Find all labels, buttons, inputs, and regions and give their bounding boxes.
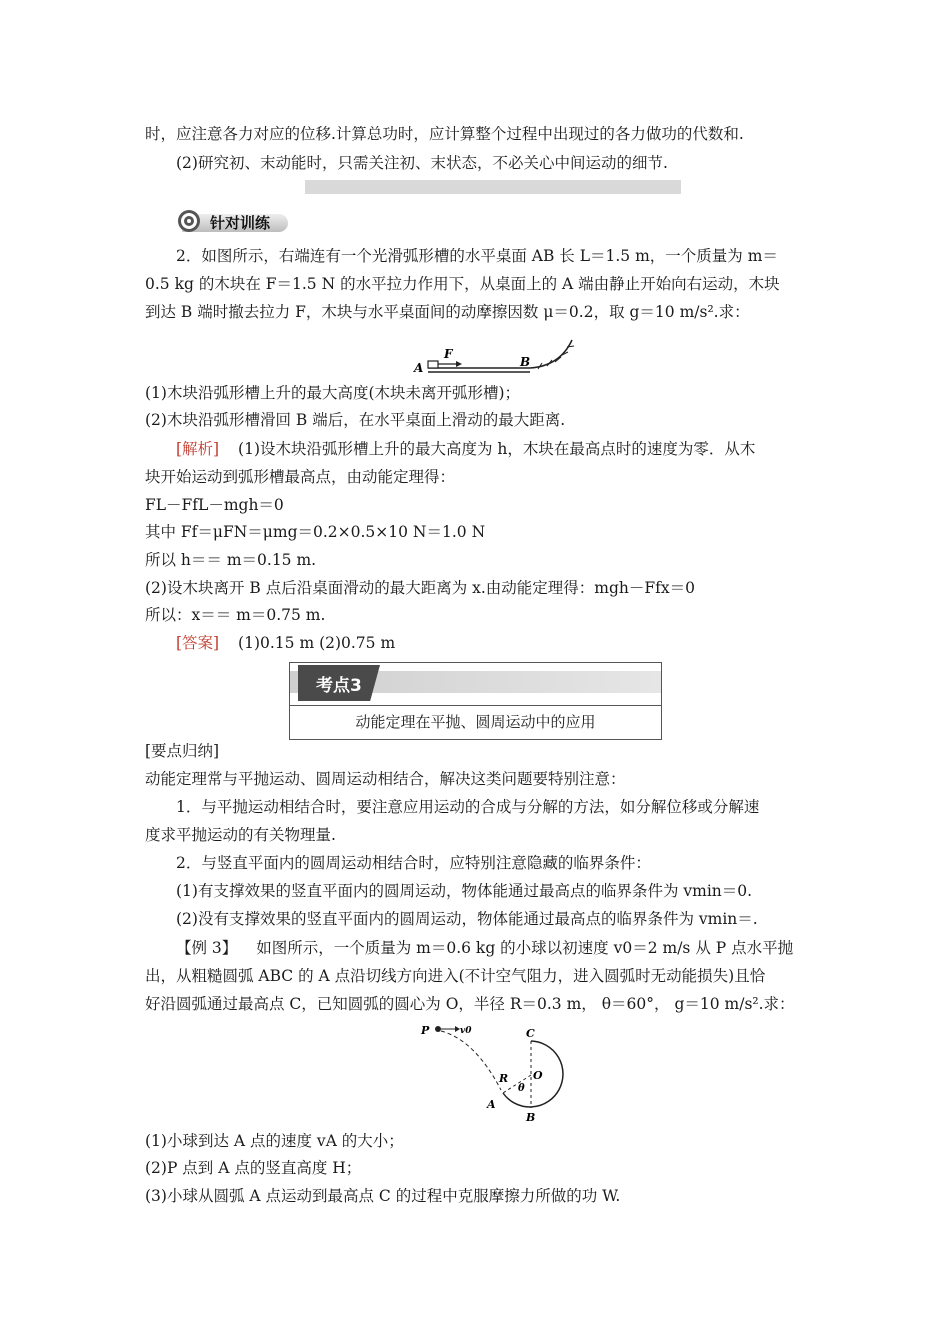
text-line: 2．与竖直平面内的圆周运动相结合时，应特别注意隐藏的临界条件： <box>176 854 651 872</box>
equation-line: 其中 Ff＝μFN＝μmg＝0.2×0.5×10 N＝1.0 N <box>145 523 486 541</box>
label-R: R <box>499 1072 509 1085</box>
text-line: (2)研究初、末动能时，只需关注初、末状态，不必关心中间运动的细节. <box>176 154 668 172</box>
equation-line: (2)设木块离开 B 点后沿桌面滑动的最大距离为 x.由动能定理得：mgh－Ffx＝0 <box>145 579 695 597</box>
section-heading: [要点归纳] <box>145 742 220 760</box>
text-line: 度求平抛运动的有关物理量. <box>145 826 336 844</box>
text-line: 0.5 kg 的木块在 F＝1.5 N 的水平拉力作用下，从桌面上的 A 端由静止开始向右运动，木块 <box>145 275 780 293</box>
text-line: (2)P 点到 A 点的竖直高度 H； <box>145 1159 362 1177</box>
badge-label: 针对训练 <box>210 214 271 232</box>
label-P: P <box>421 1024 430 1037</box>
text-line: 好沿圆弧通过最高点 C，已知圆弧的圆心为 O，半径 R＝0.3 m， θ＝60°， g＝10 m/s².求： <box>145 995 795 1013</box>
text-line: 动能定理常与平抛运动、圆周运动相结合，解决这类问题要特别注意： <box>145 770 626 788</box>
text-line: (1)木块沿弧形槽上升的最大高度(木块未离开弧形槽)； <box>145 384 521 402</box>
label-A: A <box>414 361 424 375</box>
example-line: 【例 3】 如图所示，一个质量为 m＝0.6 kg 的小球以初速度 v0＝2 m/s 从 P 点水平抛 <box>176 939 794 957</box>
text-line: (1)有支撑效果的竖直平面内的圆周运动，物体能通过最高点的临界条件为 vmin＝0. <box>176 882 753 900</box>
topic-box <box>289 662 662 740</box>
label-F: F <box>444 347 453 361</box>
text-line: 2．如图所示，右端连有一个光滑弧形槽的水平桌面 AB 长 L＝1.5 m，一个质量为 m＝ <box>176 247 778 265</box>
label-B: B <box>526 1111 536 1124</box>
topic-title: 动能定理在平抛、圆周运动中的应用 <box>355 713 596 731</box>
label-O: O <box>533 1069 543 1082</box>
answer-line: [答案] (1)0.15 m (2)0.75 m <box>176 634 396 652</box>
figure-projectile-arc <box>415 1020 575 1125</box>
text-line: (1)小球到达 A 点的速度 vA 的大小； <box>145 1132 404 1150</box>
label-C: C <box>526 1027 535 1040</box>
text-line: (2)没有支撑效果的竖直平面内的圆周运动，物体能通过最高点的临界条件为 vmin＝. <box>176 910 758 928</box>
equation-line: 所以：x＝＝ m＝0.75 m. <box>145 606 326 624</box>
text-line: 出，从粗糙圆弧 ABC 的 A 点沿切线方向进入(不计空气阻力，进入圆弧时无动能损失)且恰 <box>145 967 766 985</box>
equation-line: FL－FfL－mgh＝0 <box>145 496 284 514</box>
analysis-tag: [解析] <box>176 440 220 458</box>
figure-incline-track <box>410 336 580 376</box>
text-line: 1．与平抛运动相结合时，要注意应用运动的合成与分解的方法，如分解位移或分解速 <box>176 798 760 816</box>
example-tag: 【例 3】 <box>176 939 238 957</box>
equation-line: 所以 h＝＝ m＝0.15 m. <box>145 551 317 569</box>
separator-bar <box>305 180 681 194</box>
section-badge <box>176 208 292 234</box>
label-A: A <box>487 1098 496 1111</box>
label-theta: θ <box>518 1083 525 1094</box>
text-line: (2)木块沿弧形槽滑回 B 端后，在水平桌面上滑动的最大距离. <box>145 411 566 429</box>
topic-tab-label: 考点3 <box>316 676 362 696</box>
target-icon <box>176 208 206 234</box>
label-v0: v0 <box>460 1026 472 1036</box>
text-line: 时，应注意各力对应的位移.计算总功时，应计算整个过程中出现过的各力做功的代数和. <box>145 125 744 143</box>
answer-tag: [答案] <box>176 634 220 652</box>
text-line: (3)小球从圆弧 A 点运动到最高点 C 的过程中克服摩擦力所做的功 W. <box>145 1187 621 1205</box>
analysis-line: [解析] (1)设木块沿弧形槽上升的最大高度为 h，木块在最高点时的速度为零．从木 <box>176 440 756 458</box>
text-line: 块开始运动到弧形槽最高点，由动能定理得： <box>145 468 456 486</box>
label-B: B <box>520 355 531 369</box>
text-line: 到达 B 端时撤去拉力 F，木块与水平桌面间的动摩擦因数 μ＝0.2，取 g＝10 m/s².求： <box>145 303 750 321</box>
